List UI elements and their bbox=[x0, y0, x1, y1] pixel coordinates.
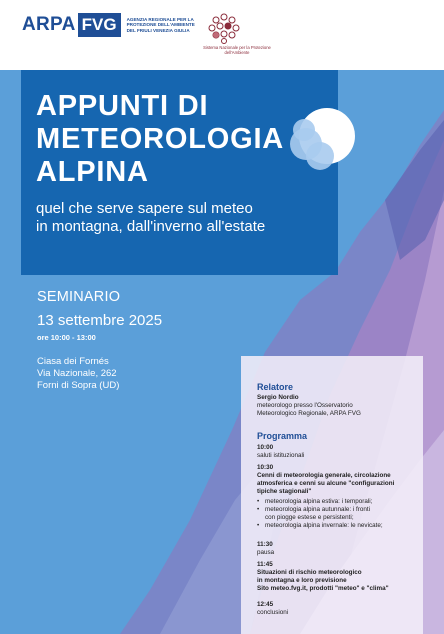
relatore-role-line-1: meteorologo presso l'Osservatorio bbox=[257, 402, 353, 409]
bullet-item: • meteorologia alpina autunnale: i fronti con piogge estese e persistenti; bbox=[257, 506, 417, 522]
program-item bbox=[257, 561, 417, 593]
program-text: atmosferica e cenni su alcune "configurazioni bbox=[257, 480, 395, 487]
relatore-heading: Relatore bbox=[257, 382, 294, 392]
snpa-dots-icon bbox=[202, 11, 272, 45]
program-time: 12:45 bbox=[257, 601, 274, 608]
arpa-fvg-logo bbox=[22, 13, 197, 37]
program-panel bbox=[241, 356, 423, 634]
logo-fvg-text: FVG bbox=[78, 13, 121, 37]
program-text: conclusioni bbox=[257, 609, 289, 616]
title-line-1: APPUNTI DI bbox=[36, 90, 209, 122]
program-text: saluti istituzionali bbox=[257, 452, 305, 459]
subtitle bbox=[36, 200, 265, 236]
program-text: tipiche stagionali" bbox=[257, 488, 312, 495]
snpa-text: Sistema Nazionale per la Protezione dell'Ambiente bbox=[203, 45, 271, 55]
subtitle-line-2: in montagna, dall'inverno all'estate bbox=[36, 218, 266, 235]
program-item bbox=[257, 464, 417, 530]
main-title bbox=[36, 90, 284, 189]
program-text: pausa bbox=[257, 549, 275, 556]
programma-heading: Programma bbox=[257, 431, 308, 441]
program-text: Cenni di meteorologia generale, circolazione bbox=[257, 472, 391, 479]
program-text: in montagna e loro previsione bbox=[257, 577, 347, 584]
event-time: ore 10:00 - 13:00 bbox=[37, 333, 96, 342]
event-date: 13 settembre 2025 bbox=[37, 312, 163, 329]
title-line-2: METEOROLOGIA bbox=[36, 123, 285, 155]
logo-arpa-text: ARPA bbox=[22, 14, 76, 35]
bullet-item: • meteorologia alpina invernale: le nevicate; bbox=[257, 522, 417, 530]
program-text: Situazioni di rischio meteorologico bbox=[257, 569, 362, 576]
relatore-info bbox=[257, 394, 417, 418]
program-text: Sito meteo.fvg.it, prodotti "meteo" e "clima" bbox=[257, 585, 389, 592]
cloud-icon bbox=[282, 98, 362, 178]
relatore-name: Sergio Nordio bbox=[257, 394, 299, 401]
program-time: 10:00 bbox=[257, 444, 274, 451]
snpa-logo bbox=[202, 11, 272, 55]
venue-line-1: Ciasa dei Fornés bbox=[37, 356, 109, 367]
bullet-item: • meteorologia alpina estiva: i temporali; bbox=[257, 498, 417, 506]
venue-line-2: Via Nazionale, 262 bbox=[37, 368, 117, 379]
title-line-3: ALPINA bbox=[36, 156, 149, 188]
event-venue bbox=[37, 356, 119, 392]
subtitle-line-1: quel che serve sapere sul meteo bbox=[36, 200, 253, 217]
program-time: 10:30 bbox=[257, 464, 274, 471]
logo-subtitle: AGENZIA REGIONALE PER LA PROTEZIONE DELL'AMBIENTE DEL FRIULI VENEZIA GIULIA bbox=[126, 16, 195, 33]
venue-line-3: Forni di Sopra (UD) bbox=[37, 380, 120, 391]
program-item bbox=[257, 444, 417, 460]
relatore-role-line-2: Meteorologico Regionale, ARPA FVG bbox=[257, 410, 361, 417]
event-type: SEMINARIO bbox=[37, 289, 121, 305]
program-bullets bbox=[257, 498, 417, 530]
program-time: 11:45 bbox=[257, 561, 273, 568]
program-item bbox=[257, 601, 417, 617]
header bbox=[0, 0, 444, 70]
program-time: 11:30 bbox=[257, 541, 273, 548]
program-item bbox=[257, 541, 417, 557]
